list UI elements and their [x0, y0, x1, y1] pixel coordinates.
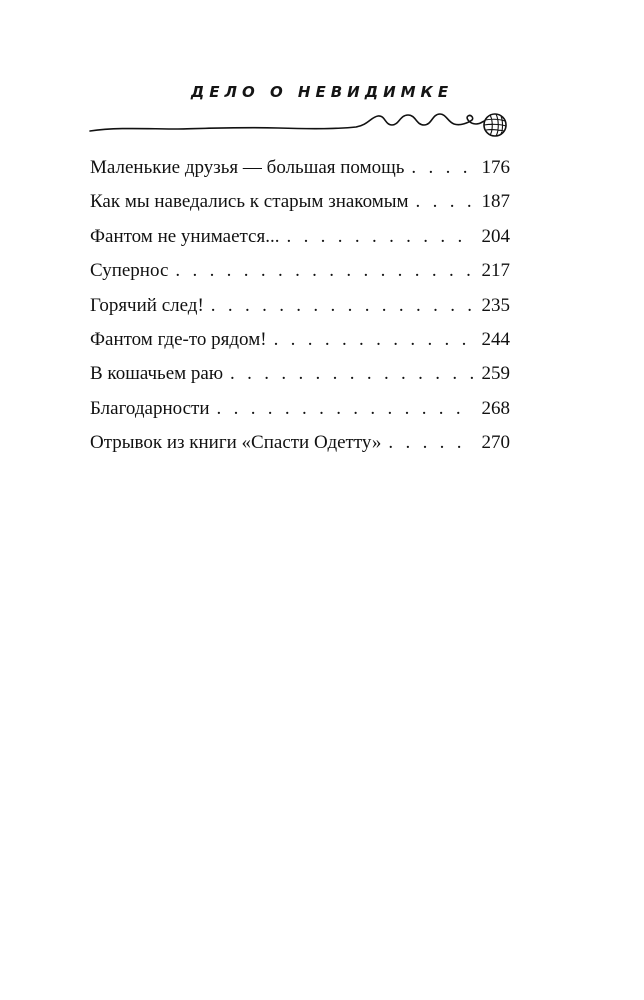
toc-entry-title: Горячий след! [90, 294, 204, 316]
toc-dot-leader [175, 259, 473, 283]
toc-dot-leader [411, 156, 473, 180]
yarn-ball-string-icon [88, 105, 513, 145]
toc-entry [90, 397, 510, 431]
toc-entry-title: Фантом где-то рядом! [90, 328, 267, 350]
toc-entry-title: Фантом не унимается... [90, 225, 280, 247]
toc-dot-leader [388, 431, 473, 455]
toc-entry [90, 362, 510, 396]
toc-entry-title: В кошачьем раю [90, 363, 224, 385]
toc-dot-leader [416, 190, 474, 214]
toc-entry-title: Как мы наведались к старым знакомым [90, 191, 409, 213]
toc-entry [90, 190, 510, 224]
toc-dot-leader [211, 294, 474, 318]
running-header-title: ДЕЛО О НЕВИДИМКЕ [190, 83, 454, 101]
toc-entry-page: 217 [481, 260, 510, 282]
toc-dot-leader [286, 225, 473, 249]
toc-entry-title: Маленькие друзья — большая помощь [90, 157, 405, 178]
toc-entry [90, 156, 510, 190]
toc-entry-page: 176 [481, 157, 510, 178]
toc-dot-leader [217, 397, 474, 421]
toc-entry-page: 235 [481, 294, 510, 316]
toc-entry [90, 431, 510, 465]
toc-entry [90, 259, 510, 293]
toc-entry [90, 328, 510, 362]
toc-entry-page: 187 [481, 191, 510, 213]
toc-dot-leader [274, 328, 474, 352]
table-of-contents [90, 156, 510, 466]
toc-entry-page: 204 [481, 225, 510, 247]
toc-entry [90, 294, 510, 328]
toc-dot-leader [230, 362, 473, 386]
toc-entry-title: Отрывок из книги «Спасти Одетту» [90, 432, 382, 454]
toc-entry-page: 259 [481, 363, 510, 385]
toc-entry-page: 270 [481, 432, 510, 454]
toc-entry-title: Благодарности [90, 397, 210, 419]
toc-entry-page: 268 [481, 397, 510, 419]
toc-entry [90, 225, 510, 259]
toc-entry-page: 244 [481, 328, 510, 350]
toc-entry-title: Супернос [90, 260, 169, 282]
